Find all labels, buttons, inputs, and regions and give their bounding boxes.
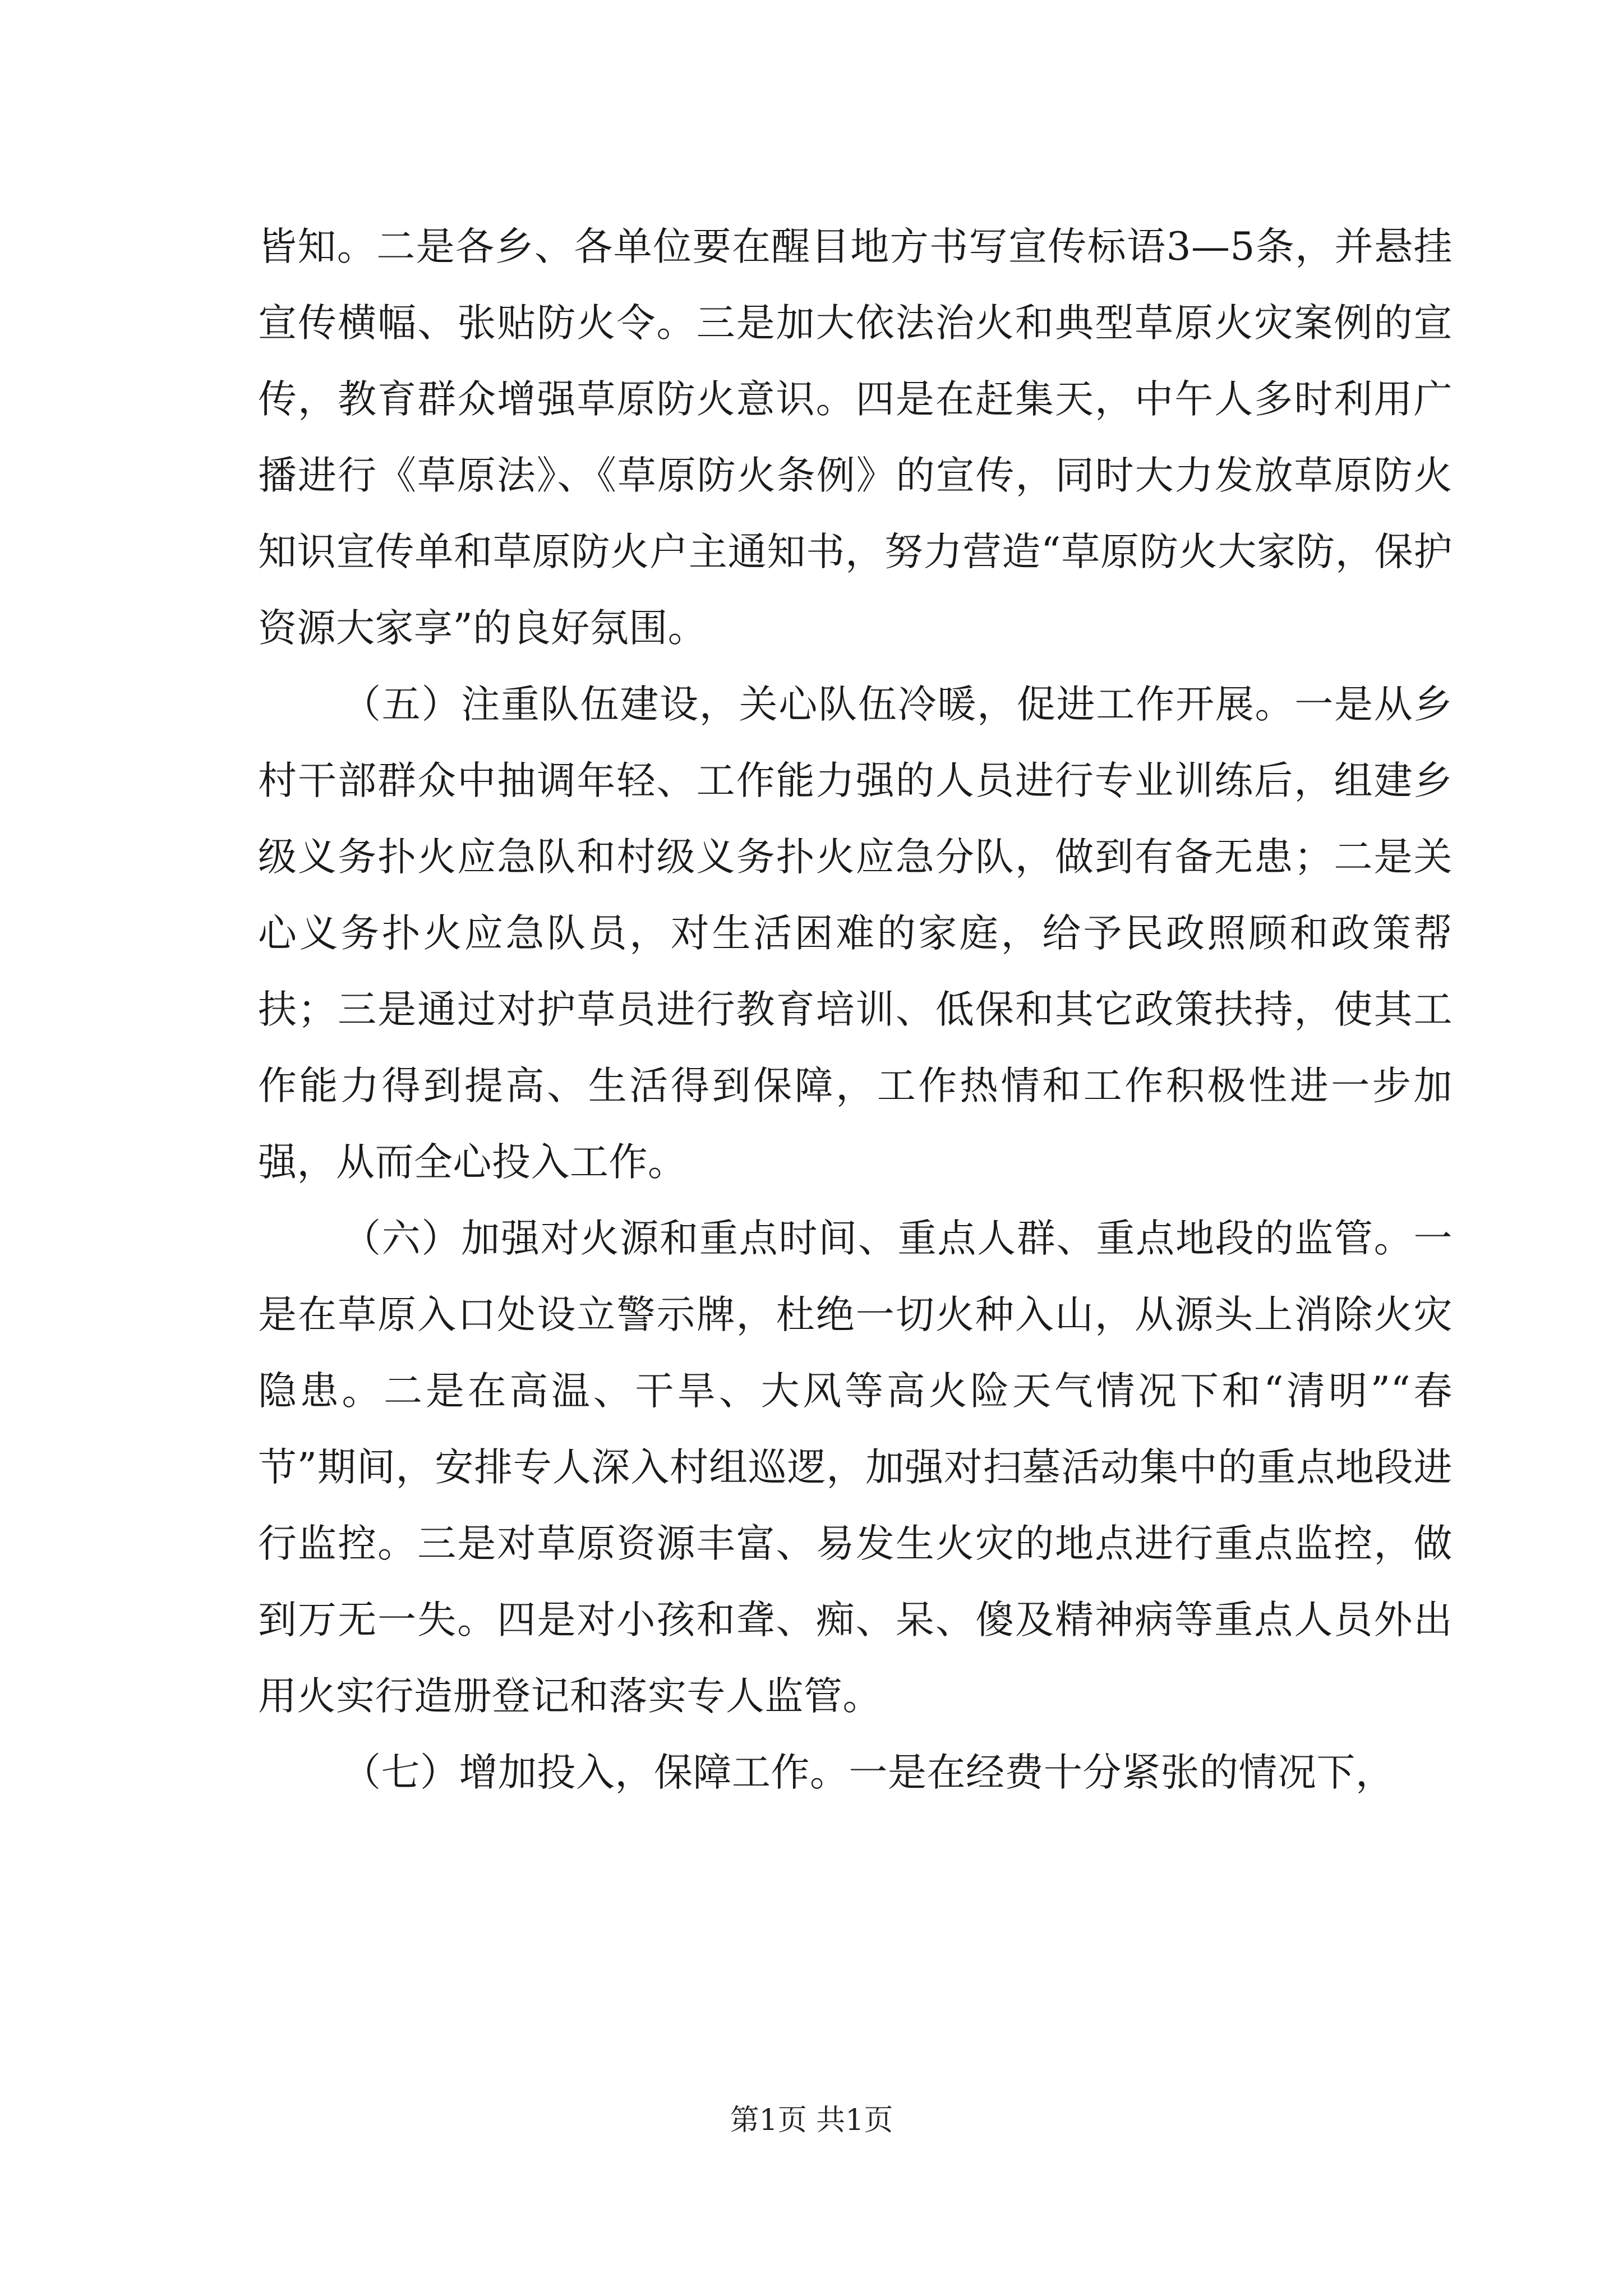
paragraph-continuation: 皆知。二是各乡、各单位要在醒目地方书写宣传标语3—5条，并悬挂宣传横幅、张贴防火令。三是加大依法治火和典型草原火灾案例的宣传，教育群众增强草原防火意识。四是在赶集天，中午人多时利用广播进行《草原法》、《草原防火条例》的宣传，同时大力发放草原防火知识宣传单和草原防火户主通知书，努力营造“草原防火大家防，保护资源大家享”的良好氛围。 bbox=[258, 224, 1453, 651]
paragraph-section-7: （七）增加投入，保障工作。一是在经费十分紧张的情况下， bbox=[342, 1750, 1395, 1795]
document-body bbox=[258, 209, 1453, 1811]
page-footer: 第1页 共1页 bbox=[730, 2104, 893, 2137]
paragraph-section-6: （六）加强对火源和重点时间、重点人群、重点地段的监管。一是在草原入口处设立警示牌，杜绝一切火种入山，从源头上消除火灾隐患。二是在高温、干旱、大风等高火险天气情况下和“清明”“春节”期间，安排专人深入村组巡逻，加强对扫墓活动集中的重点地段进行监控。三是对草原资源丰富、易发生火灾的地点进行重点监控，做到万无一失。四是对小孩和聋、痴、呆、傻及精神病等重点人员外出用火实行造册登记和落实专人监管。 bbox=[258, 1216, 1453, 1719]
paragraph-section-5: （五）注重队伍建设，关心队伍冷暖，促进工作开展。一是从乡村干部群众中抽调年轻、工作能力强的人员进行专业训练后，组建乡级义务扑火应急队和村级义务扑火应急分队，做到有备无患；二是关心义务扑火应急队员，对生活困难的家庭，给予民政照顾和政策帮扶；三是通过对护草员进行教育培训、低保和其它政策扶持，使其工作能力得到提高、生活得到保障，工作热情和工作积极性进一步加强，从而全心投入工作。 bbox=[258, 682, 1453, 1185]
